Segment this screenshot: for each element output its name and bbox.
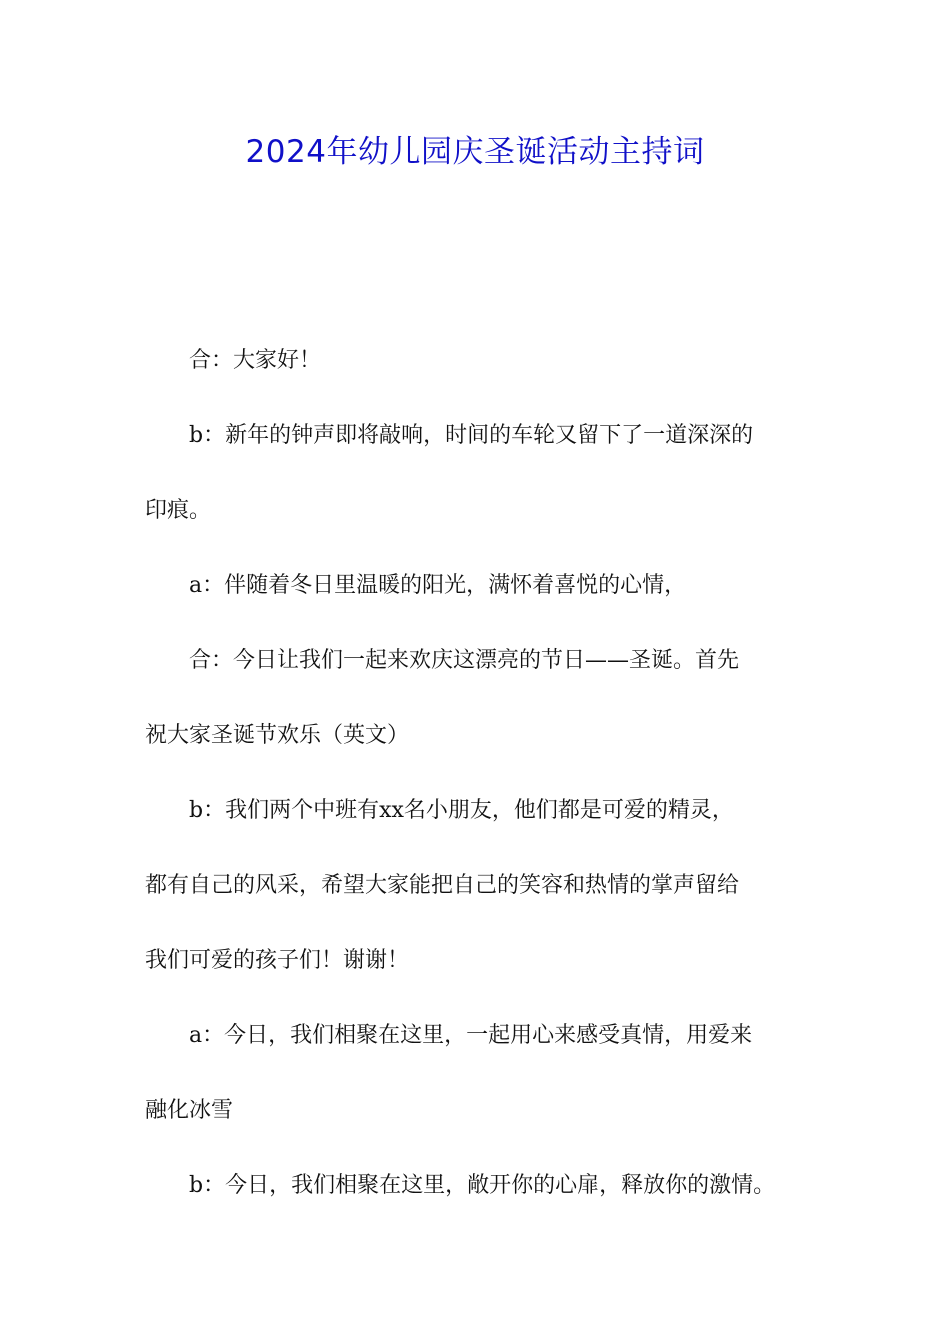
paragraph-line: a：今日，我们相聚在这里，一起用心来感受真情，用爱来 [189, 1023, 753, 1048]
paragraph-line: 我们可爱的孩子们！谢谢！ [145, 948, 410, 973]
paragraph-line: b：我们两个中班有xx名小朋友，他们都是可爱的精灵， [189, 798, 734, 823]
paragraph-line: 祝大家圣诞节欢乐（英文） [145, 723, 410, 748]
paragraph-line: 融化冰雪 [145, 1098, 234, 1123]
paragraph-line: 都有自己的风采，希望大家能把自己的笑容和热情的掌声留给 [145, 873, 740, 898]
document-title: 2024年幼儿园庆圣诞活动主持词 [245, 134, 705, 170]
paragraph-line: b：新年的钟声即将敲响，时间的车轮又留下了一道深深的 [189, 423, 754, 448]
paragraph-6 [145, 1013, 817, 1134]
paragraph-line: a：伴随着冬日里温暖的阳光，满怀着喜悦的心情， [189, 573, 687, 598]
paragraph-3 [145, 563, 817, 609]
paragraph-7 [145, 1163, 817, 1209]
paragraph-1 [145, 338, 817, 384]
paragraph-line: 印痕。 [145, 498, 212, 523]
paragraph-5 [145, 788, 817, 984]
paragraph-4 [145, 638, 817, 759]
paragraph-line: 合：大家好！ [189, 348, 322, 373]
document-body [145, 338, 817, 1238]
paragraph-line: 合：今日让我们一起来欢庆这漂亮的节日——圣诞。首先 [189, 648, 740, 673]
paragraph-2 [145, 413, 817, 534]
paragraph-line: b：今日，我们相聚在这里，敞开你的心扉，释放你的激情。 [189, 1173, 776, 1198]
